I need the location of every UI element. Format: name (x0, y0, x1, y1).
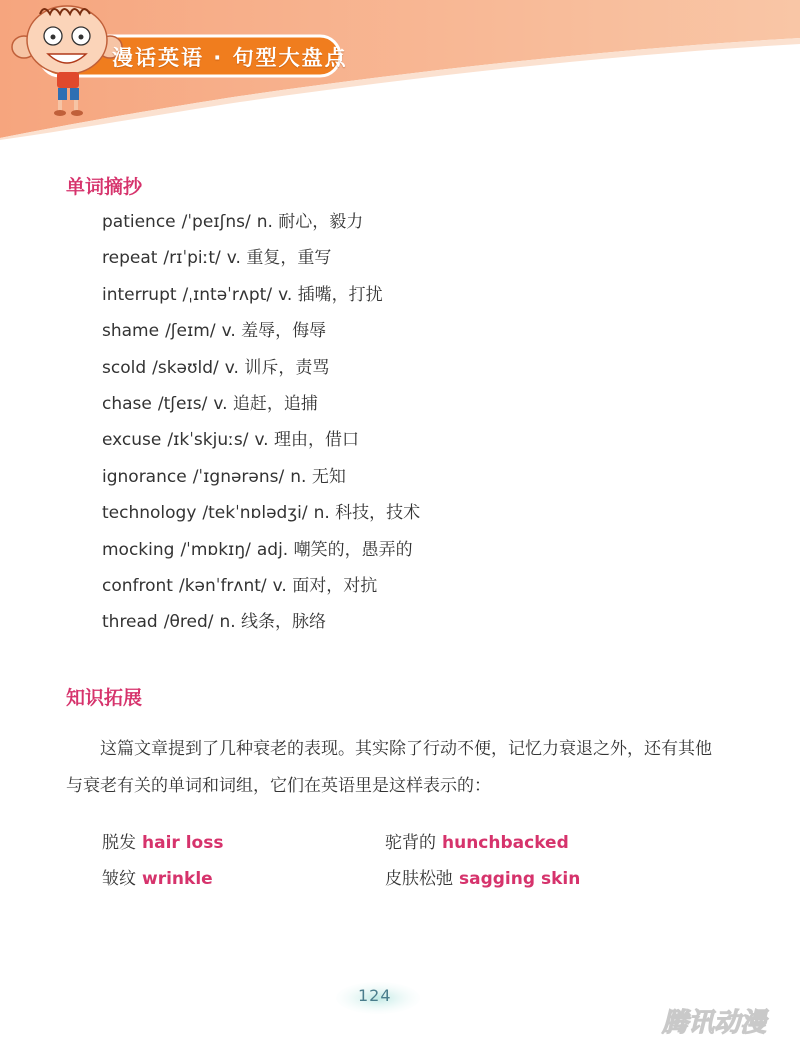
vocab-row (102, 350, 426, 386)
vocab-ipa: /ɪkˈskjuːs/ (167, 430, 249, 451)
vocab-meaning: v. 训斥，责骂 (224, 357, 330, 378)
vocab-row (102, 422, 426, 458)
vocab-meaning: v. 重复，重写 (226, 248, 332, 269)
vocab-word: confront (102, 575, 173, 596)
term-item (385, 828, 569, 853)
vocab-word: excuse (102, 430, 162, 451)
term-en: sagging skin (459, 869, 581, 889)
vocab-word: patience (102, 212, 176, 232)
vocab-ipa: /ˈɪgnərəns/ (192, 466, 285, 487)
vocab-row (102, 204, 426, 240)
vocab-ipa: /tʃeɪs/ (157, 393, 208, 414)
vocab-ipa: /ˌɪntəˈrʌpt/ (182, 284, 273, 305)
svg-text:腾讯动漫: 腾讯动漫 (662, 1008, 767, 1038)
vocab-row (102, 386, 426, 422)
vocab-list (102, 204, 426, 641)
vocab-meaning: v. 插嘴，打扰 (278, 284, 383, 305)
vocab-word: shame (102, 321, 160, 342)
term-en: wrinkle (142, 869, 213, 889)
page-number: 124 (358, 986, 392, 1005)
term-en: hair loss (142, 833, 224, 853)
vocab-ipa: /rɪˈpiːt/ (163, 248, 221, 269)
watermark-logo (660, 1003, 790, 1039)
vocab-ipa: /ˈmɒkɪŋ/ (180, 539, 251, 560)
page-number-badge (330, 980, 420, 1016)
vocab-meaning: v. 面对，对抗 (272, 575, 378, 596)
section-heading-extension: 知识拓展 (66, 687, 143, 709)
term-cn: 驼背的 (385, 833, 436, 853)
vocab-row (102, 568, 426, 604)
vocab-word: mocking (102, 539, 175, 560)
term-item (385, 864, 580, 889)
vocab-row (102, 313, 426, 349)
vocab-ipa: /tekˈnɒlədʒi/ (202, 503, 308, 524)
vocab-row (102, 459, 426, 495)
vocab-meaning: n. 耐心，毅力 (256, 212, 364, 232)
vocab-ipa: /ʃeɪm/ (165, 321, 216, 342)
vocab-meaning: v. 羞辱，侮辱 (221, 321, 327, 342)
vocab-meaning: n. 科技，技术 (313, 503, 421, 524)
vocab-meaning: adj. 嘲笑的，愚弄的 (256, 539, 413, 560)
term-item (102, 864, 213, 889)
vocab-meaning: n. 线条，脉络 (219, 612, 327, 633)
vocab-word: technology (102, 503, 197, 524)
vocab-ipa: /ˈpeɪʃns/ (181, 212, 251, 232)
vocab-row (102, 277, 426, 313)
vocab-row (102, 240, 426, 276)
vocab-word: ignorance (102, 466, 187, 487)
term-item (102, 828, 223, 853)
term-cn: 皮肤松弛 (385, 869, 453, 889)
vocab-row (102, 532, 426, 568)
vocab-word: chase (102, 393, 152, 414)
vocab-row (102, 604, 426, 640)
vocab-row (102, 495, 426, 531)
vocab-word: thread (102, 612, 158, 633)
banner-title: 漫话英语 · 句型大盘点 (112, 46, 348, 70)
vocab-ipa: /θred/ (163, 612, 214, 633)
vocab-meaning: n. 无知 (290, 466, 346, 487)
term-en: hunchbacked (442, 833, 569, 853)
vocab-word: repeat (102, 248, 158, 269)
section-heading-vocab: 单词摘抄 (66, 176, 143, 198)
term-cn: 皱纹 (102, 869, 136, 889)
vocab-word: scold (102, 357, 147, 378)
vocab-ipa: /skəʊld/ (152, 357, 219, 378)
extension-paragraph: 这篇文章提到了几种衰老的表现。其实除了行动不便，记忆力衰退之外，还有其他与衰老有关的单词和词组，它们在英语里是这样表示的： (66, 739, 712, 796)
vocab-word: interrupt (102, 284, 177, 305)
vocab-meaning: v. 追赶，追捕 (213, 393, 318, 414)
vocab-ipa: /kənˈfrʌnt/ (178, 575, 267, 596)
vocab-meaning: v. 理由，借口 (254, 430, 359, 451)
term-cn: 脱发 (102, 833, 136, 853)
